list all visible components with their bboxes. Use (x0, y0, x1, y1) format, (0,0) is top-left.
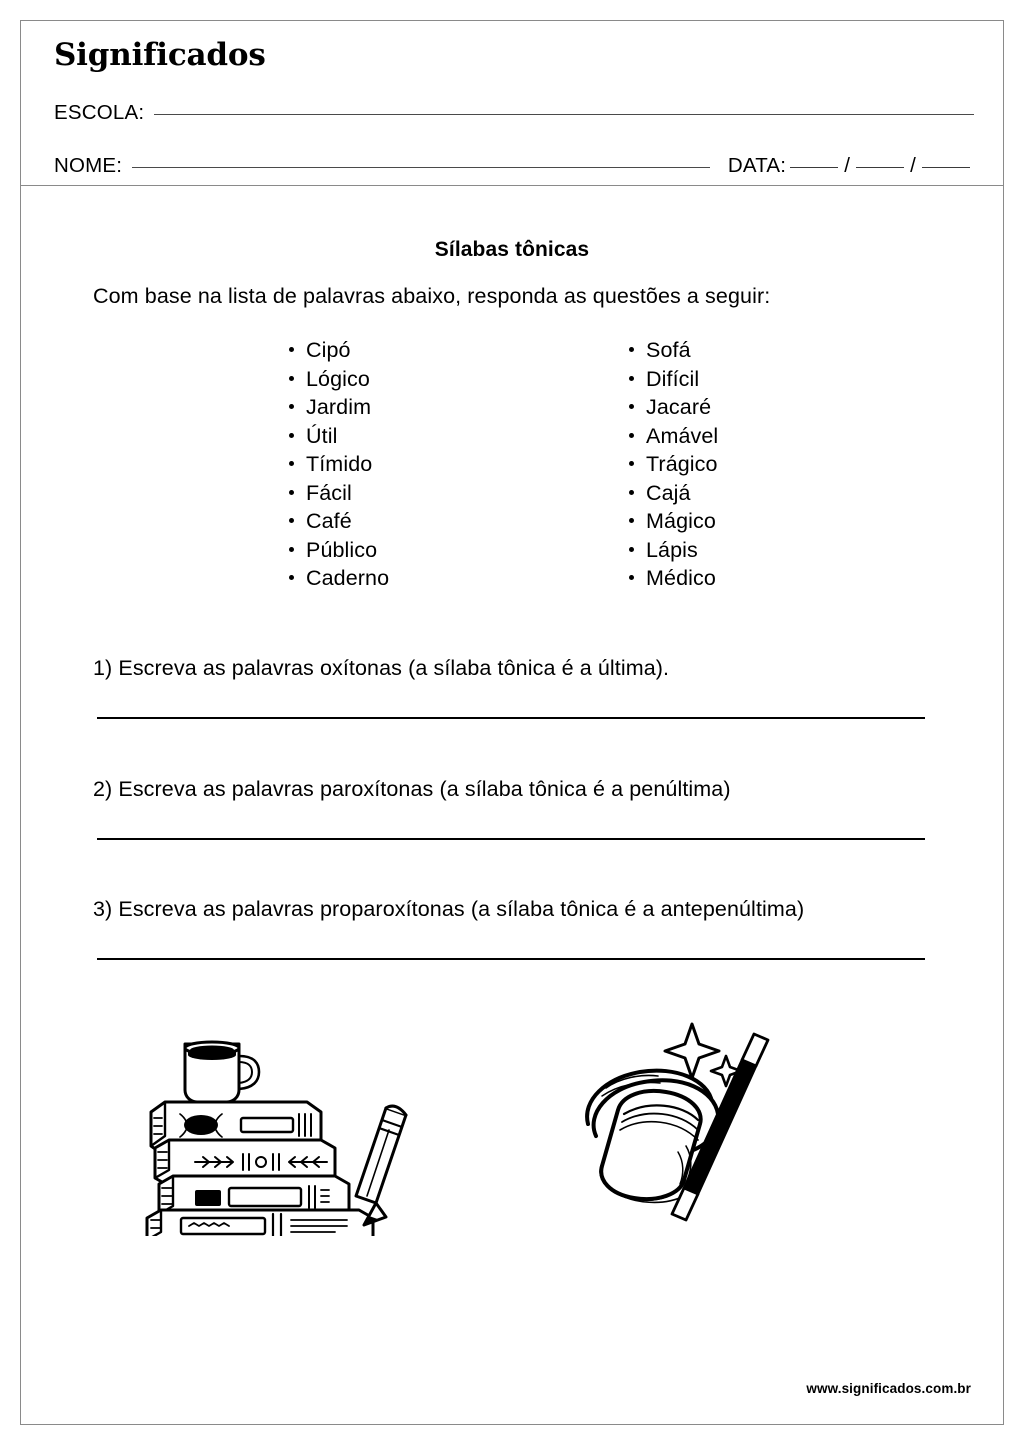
worksheet-title: Sílabas tônicas (434, 238, 590, 261)
bullet-icon (289, 575, 294, 580)
bullet-icon (629, 575, 634, 580)
bullet-icon (629, 490, 634, 495)
bullet-icon (289, 547, 294, 552)
name-input-line[interactable] (132, 167, 710, 168)
list-item (289, 422, 389, 451)
word-list-right-column (629, 336, 718, 593)
question-2-answer-line[interactable] (97, 838, 925, 840)
word-label: Público (306, 537, 378, 562)
list-item (629, 393, 718, 422)
word-label: Fácil (306, 480, 352, 505)
coffee-cup-icon (185, 1042, 259, 1102)
question-3-text: 3) Escreva as palavras proparoxítonas (a sílaba tônica é a antepenúltima) (93, 897, 805, 921)
list-item (289, 365, 389, 394)
word-label: Sofá (646, 338, 691, 362)
word-label: Tímido (306, 452, 373, 476)
word-label: Mágico (646, 509, 716, 533)
question-3-answer-line[interactable] (97, 958, 925, 960)
list-item (629, 365, 718, 394)
date-field-group (728, 154, 974, 178)
date-year-input[interactable] (922, 167, 970, 168)
hat-illustration (566, 1006, 866, 1251)
pencil-icon (356, 1106, 406, 1225)
word-label: Lógico (306, 366, 370, 391)
worksheet-instruction: Com base na lista de palavras abaixo, responda as questões a seguir: (93, 284, 771, 308)
question-3 (93, 897, 953, 960)
school-label: ESCOLA: (54, 101, 145, 124)
list-item (629, 564, 718, 593)
bullet-icon (289, 433, 294, 438)
bullet-icon (629, 547, 634, 552)
list-item (289, 336, 389, 365)
word-label: Útil (306, 423, 338, 448)
question-2 (93, 777, 953, 840)
name-label: NOME: (54, 154, 123, 177)
word-label: Café (306, 509, 352, 533)
date-label: DATA: (727, 154, 787, 177)
list-item (289, 393, 389, 422)
worksheet-header (21, 21, 1003, 186)
list-item (629, 479, 718, 508)
bullet-icon (629, 461, 634, 466)
question-1-answer-line[interactable] (97, 717, 925, 719)
word-label: Médico (646, 566, 716, 590)
list-item (289, 564, 389, 593)
date-day-input[interactable] (790, 167, 838, 168)
list-item (629, 422, 718, 451)
question-1 (93, 656, 953, 719)
bullet-icon (289, 376, 294, 381)
bullet-icon (629, 433, 634, 438)
books-illustration (133, 1026, 423, 1241)
bullet-icon (629, 347, 634, 352)
footer-url: www.significados.com.br (806, 1381, 971, 1396)
question-2-text: 2) Escreva as palavras paroxítonas (a sílaba tônica é a penúltima) (93, 777, 731, 801)
word-label: Trágico (646, 452, 718, 476)
date-separator-1: / (844, 154, 851, 177)
bullet-icon (289, 347, 294, 352)
bullet-icon (629, 404, 634, 409)
word-label: Amável (646, 423, 719, 448)
question-1-text: 1) Escreva as palavras oxítonas (a sílaba tônica é a última). (93, 656, 670, 680)
bullet-icon (289, 461, 294, 466)
worksheet-page (20, 20, 1004, 1425)
bullet-icon (289, 404, 294, 409)
bullet-icon (629, 518, 634, 523)
word-label: Difícil (646, 366, 700, 391)
worksheet-body (21, 186, 1003, 1424)
list-item (629, 507, 718, 536)
school-input-line[interactable] (154, 114, 974, 115)
bullet-icon (629, 376, 634, 381)
brand-logo: Significados (54, 37, 266, 73)
list-item (289, 450, 389, 479)
date-separator-2: / (910, 154, 916, 177)
list-item (629, 536, 718, 565)
word-list-left-column (289, 336, 389, 593)
illustration-row (21, 1006, 1003, 1306)
word-label: Jardim (306, 395, 372, 419)
name-date-field-row (54, 154, 974, 178)
book-bottom (147, 1210, 373, 1236)
word-label: Cipó (306, 338, 351, 362)
school-field-row (54, 101, 974, 125)
list-item (289, 479, 389, 508)
date-month-input[interactable] (856, 167, 904, 168)
bullet-icon (289, 490, 294, 495)
list-item (629, 450, 718, 479)
list-item (289, 507, 389, 536)
word-label: Cajá (646, 480, 691, 505)
word-label: Caderno (306, 566, 390, 590)
bullet-icon (289, 518, 294, 523)
word-label: Jacaré (646, 395, 712, 419)
list-item (289, 536, 389, 565)
list-item (629, 336, 718, 365)
word-label: Lápis (646, 537, 698, 562)
